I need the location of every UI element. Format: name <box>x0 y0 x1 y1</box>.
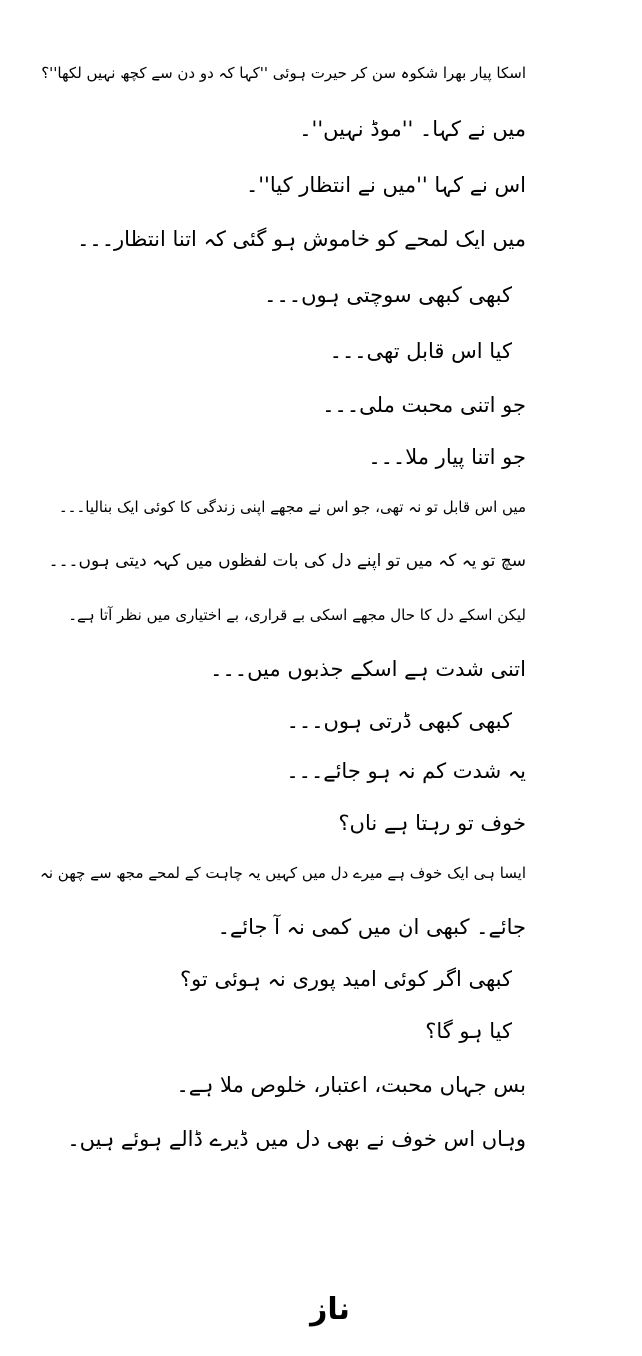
text-line: کبھی اگر کوئی امید پوری نہ ہوئی تو؟ <box>179 967 512 991</box>
text-line: یہ شدت کم نہ ہو جائے۔۔۔ <box>286 759 526 783</box>
text-line: کبھی کبھی سوچتی ہوں۔۔۔ <box>264 283 512 307</box>
author-signature: ناز <box>310 1292 350 1327</box>
text-line: جائے۔ کبھی ان میں کمی نہ آ جائے۔ <box>217 915 526 939</box>
text-line: میں ایک لمحے کو خاموش ہو گئی کہ اتنا انتظار۔۔۔ <box>77 227 526 251</box>
text-line: جو اتنی محبت ملی۔۔۔ <box>322 393 526 417</box>
text-line: جو اتنا پیار ملا۔۔۔ <box>368 445 526 469</box>
text-line: کیا اس قابل تھی۔۔۔ <box>329 339 512 363</box>
text-line: لیکن اسکے دل کا حال مجھے اسکی بے قراری، بے اختیاری میں نظر آتا ہے۔ <box>68 606 526 624</box>
text-line: کیا ہو گا؟ <box>425 1019 512 1043</box>
text-line: اسکا پیار بھرا شکوہ سن کر حیرت ہوئی ''کہا کہ دو دن سے کچھ نہیں لکھا''؟ <box>41 64 526 82</box>
text-line: خوف تو رہتا ہے ناں؟ <box>338 811 526 835</box>
text-line: اتنی شدت ہے اسکے جذبوں میں۔۔۔ <box>210 657 526 681</box>
text-line: اس نے کہا ''میں نے انتظار کیا''۔ <box>245 173 526 197</box>
text-line: بس جہاں محبت، اعتبار، خلوص ملا ہے۔ <box>176 1073 526 1097</box>
text-line: میں اس قابل تو نہ تھی، جو اس نے مجھے اپنی زندگی کا کوئی ایک بنالیا۔۔۔ <box>58 498 526 516</box>
text-line: وہاں اس خوف نے بھی دل میں ڈیرے ڈالے ہوئے ہیں۔ <box>67 1127 526 1151</box>
text-line: کبھی کبھی ڈرتی ہوں۔۔۔ <box>286 709 512 733</box>
text-line: سچ تو یہ کہ میں تو اپنے دل کی بات لفظوں میں کہہ دیتی ہوں۔۔۔ <box>48 551 526 571</box>
text-line: میں نے کہا۔ ''موڈ نہیں''۔ <box>299 117 526 141</box>
text-line: ایسا ہی ایک خوف ہے میرے دل میں کہیں یہ چاہت کے لمحے مجھ سے چھن نہ <box>40 864 526 882</box>
